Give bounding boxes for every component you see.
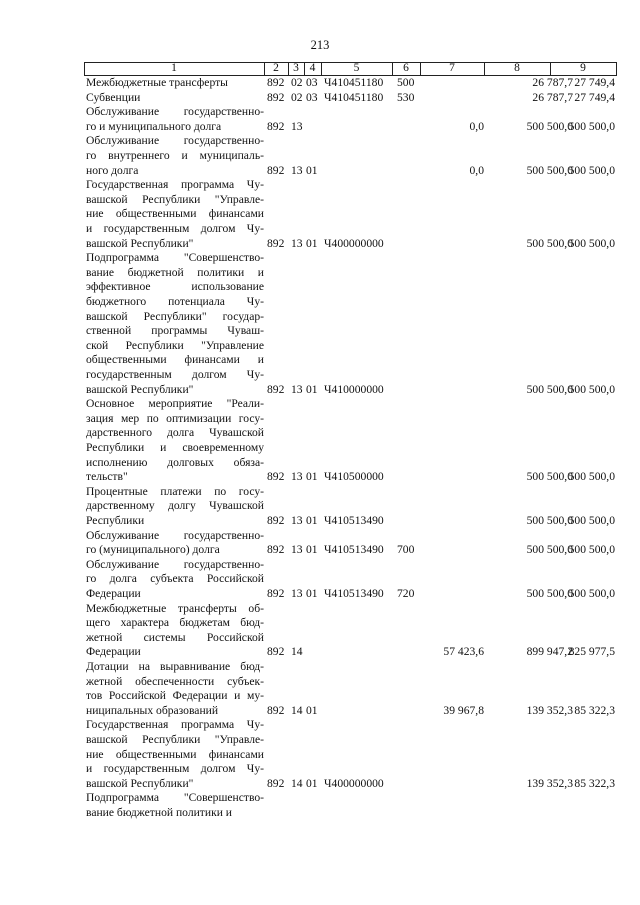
header-col-2: 2	[273, 62, 279, 74]
cell-c8: 500 500,0	[526, 236, 573, 250]
row-name-line: ской Республики "Управление	[86, 338, 264, 352]
cell-c3: 02	[291, 76, 303, 89]
cell-c4: 03	[306, 90, 318, 104]
cell-c3: 14	[291, 645, 303, 659]
row-name-line: Межбюджетные трансферты об-	[86, 601, 264, 615]
cell-c5: Ч410513490	[324, 513, 384, 527]
cell-c8: 500 500,0	[526, 470, 573, 484]
row-name-line: эффективное использование	[86, 280, 264, 294]
row-name	[86, 602, 264, 660]
row-name-line: Республики	[86, 513, 145, 527]
cell-c2: 892	[267, 586, 285, 600]
row-name	[86, 76, 264, 91]
row-name-line: вание бюджетной политики и	[86, 805, 233, 819]
row-name-line: Субвенции	[86, 90, 141, 104]
row-name-line: вашской Республики" государ-	[86, 309, 264, 323]
row-name	[86, 718, 264, 791]
row-name-line: Межбюджетные трансферты	[86, 76, 228, 89]
cell-c9: 500 500,0	[568, 236, 615, 250]
cell-c2: 892	[267, 90, 285, 104]
cell-c2: 892	[267, 119, 285, 133]
row-name-line: исполнению долговых обяза-	[86, 455, 264, 469]
header-divider	[616, 62, 617, 75]
row-name-line: го долга субъекта Российской	[86, 572, 264, 586]
cell-c3: 13	[291, 586, 303, 600]
row-name	[86, 178, 264, 251]
header-col-6: 6	[403, 62, 409, 74]
cell-c9: 27 749,4	[574, 90, 615, 104]
cell-c9: 500 500,0	[568, 163, 615, 177]
cell-c2: 892	[267, 163, 285, 177]
cell-c9: 500 500,0	[568, 586, 615, 600]
cell-c4: 01	[306, 382, 318, 396]
row-name-line: вашской Республики"	[86, 236, 194, 250]
cell-c6: 700	[397, 543, 415, 557]
row-name-line: Подпрограмма "Совершенство-	[86, 251, 264, 265]
cell-c7: 39 967,8	[443, 703, 484, 717]
row-name-line: вание бюджетной политики и	[86, 265, 264, 279]
cell-c9: 500 500,0	[568, 543, 615, 557]
cell-c9: 85 322,3	[574, 703, 615, 717]
cell-c8: 26 787,7	[532, 76, 573, 89]
row-name-line: ние общественными финансами	[86, 207, 264, 221]
cell-c8: 500 500,0	[526, 119, 573, 133]
row-name-line: Основное мероприятие "Реали-	[86, 397, 264, 411]
row-name-line: вашской Республики "Управле-	[86, 732, 264, 746]
row-name-line: го внутреннего и муниципаль-	[86, 148, 264, 162]
row-name-line: Обслуживание государственно-	[86, 105, 264, 119]
cell-c8: 26 787,7	[532, 90, 573, 104]
cell-c2: 892	[267, 76, 285, 89]
cell-c2: 892	[267, 513, 285, 527]
row-name-line: Дотации на выравнивание бюд-	[86, 660, 264, 673]
row-name-line: бюджетного потенциала Чу-	[86, 294, 264, 308]
cell-c8: 139 352,3	[526, 703, 573, 717]
header-col-7: 7	[449, 62, 455, 74]
row-name-line: Обслуживание государственно-	[86, 557, 264, 571]
row-name-line: и государственным долгом Чу-	[86, 762, 264, 776]
row-name-line: Республики и своевременному	[86, 440, 264, 454]
cell-c8: 500 500,0	[526, 543, 573, 557]
row-name-line: тов Российской Федерации и му-	[86, 689, 264, 703]
cell-c8: 139 352,3	[526, 776, 573, 790]
cell-c5: Ч410500000	[324, 470, 384, 484]
cell-c3: 13	[291, 236, 303, 250]
row-name-line: вашской Республики"	[86, 382, 194, 396]
row-name-line: ственной программы Чуваш-	[86, 324, 264, 338]
row-name	[86, 791, 264, 820]
cell-c5: Ч400000000	[324, 776, 384, 790]
cell-c4: 01	[306, 236, 318, 250]
row-name-line: общественными финансами и	[86, 353, 264, 367]
page-number: 213	[310, 38, 330, 52]
cell-c5: Ч410451180	[324, 90, 384, 104]
row-name-line: Государственная программа Чу-	[86, 178, 264, 192]
cell-c7: 0,0	[469, 119, 484, 133]
cell-c2: 892	[267, 470, 285, 484]
cell-c8: 899 947,2	[526, 645, 573, 659]
row-name-line: ние общественными финансами	[86, 747, 264, 761]
cell-c3: 13	[291, 513, 303, 527]
cell-c2: 892	[267, 776, 285, 790]
cell-c6: 720	[397, 586, 415, 600]
row-name	[86, 485, 264, 529]
cell-c4: 01	[306, 513, 318, 527]
cell-c4: 01	[306, 703, 318, 717]
row-name-line: дарственному долгу Чувашской	[86, 499, 264, 513]
header-col-4: 4	[309, 62, 316, 74]
row-name-line: жетной системы Российской	[86, 630, 264, 644]
cell-c7: 57 423,6	[443, 645, 484, 659]
row-name-line: Обслуживание государственно-	[86, 134, 264, 148]
row-name-line: жетной обеспеченности субъек-	[86, 674, 264, 688]
cell-c4: 01	[306, 543, 318, 557]
cell-c5: Ч400000000	[324, 236, 384, 250]
cell-c5: Ч410513490	[324, 586, 384, 600]
cell-c3: 14	[291, 776, 303, 790]
cell-c9: 500 500,0	[568, 470, 615, 484]
cell-c9: 500 500,0	[568, 513, 615, 527]
row-name	[86, 558, 264, 602]
cell-c9: 500 500,0	[568, 382, 615, 396]
row-name-line: го (муниципального) долга	[86, 543, 220, 557]
cell-c6: 530	[397, 90, 415, 104]
cell-c4: 01	[306, 776, 318, 790]
header-col-3: 3	[293, 62, 299, 74]
row-name-line: Обслуживание государственно-	[86, 528, 264, 542]
cell-c2: 892	[267, 645, 285, 659]
cell-c3: 13	[291, 163, 303, 177]
row-name-line: тельств"	[86, 470, 128, 484]
cell-c2: 892	[267, 703, 285, 717]
cell-c5: Ч410513490	[324, 543, 384, 557]
header-col-5: 5	[353, 62, 360, 74]
row-name-line: ного долга	[86, 163, 139, 177]
cell-c4: 01	[306, 470, 318, 484]
row-name-line: Государственная программа Чу-	[86, 718, 264, 732]
cell-c3: 13	[291, 470, 303, 484]
row-name	[86, 660, 264, 718]
row-name	[86, 397, 264, 485]
cell-c3: 13	[291, 382, 303, 396]
row-name-line: го и муниципального долга	[86, 119, 222, 133]
cell-c2: 892	[267, 382, 285, 396]
cell-c4: 03	[306, 76, 318, 89]
row-name-line: дарственного долга Чувашской	[86, 426, 264, 440]
header-col-9: 9	[580, 62, 586, 74]
row-name-line: Федерации	[86, 645, 141, 659]
cell-c3: 13	[291, 543, 303, 557]
cell-c7: 0,0	[469, 163, 484, 177]
cell-c5: Ч410000000	[324, 382, 384, 396]
row-name-line: Подпрограмма "Совершенство-	[86, 791, 264, 805]
row-name-line: вашской Республики"	[86, 776, 194, 790]
row-name	[86, 529, 264, 558]
cell-c4: 01	[306, 586, 318, 600]
cell-c5: Ч410451180	[324, 76, 384, 89]
row-name-line: государственным долгом Чу-	[86, 367, 264, 381]
cell-c6: 500	[397, 76, 415, 89]
cell-c8: 500 500,0	[526, 586, 573, 600]
row-name-line: зация мер по оптимизации госу-	[86, 411, 264, 425]
cell-c2: 892	[267, 543, 285, 557]
row-name	[86, 134, 264, 178]
cell-c9: 85 322,3	[574, 776, 615, 790]
row-name	[86, 105, 264, 134]
cell-c8: 500 500,0	[526, 382, 573, 396]
row-name	[86, 91, 264, 106]
cell-c8: 500 500,0	[526, 163, 573, 177]
cell-c8: 500 500,0	[526, 513, 573, 527]
cell-c3: 14	[291, 703, 303, 717]
cell-c9: 500 500,0	[568, 119, 615, 133]
row-name-line: и государственным долгом Чу-	[86, 221, 264, 235]
cell-c9: 27 749,4	[574, 76, 615, 89]
header-col-1: 1	[171, 62, 177, 74]
cell-c4: 01	[306, 163, 318, 177]
header-col-8: 8	[514, 62, 520, 74]
cell-c3: 13	[291, 119, 303, 133]
row-name-line: вашской Республики "Управле-	[86, 192, 264, 206]
row-name-line: Процентные платежи по госу-	[86, 484, 264, 498]
cell-c3: 02	[291, 90, 303, 104]
cell-c2: 892	[267, 236, 285, 250]
row-name-line: ниципальных образований	[86, 703, 219, 717]
row-name	[86, 251, 264, 397]
row-name-line: Федерации	[86, 586, 141, 600]
cell-c9: 825 977,5	[568, 645, 615, 659]
row-name-line: щего характера бюджетам бюд-	[86, 616, 264, 630]
